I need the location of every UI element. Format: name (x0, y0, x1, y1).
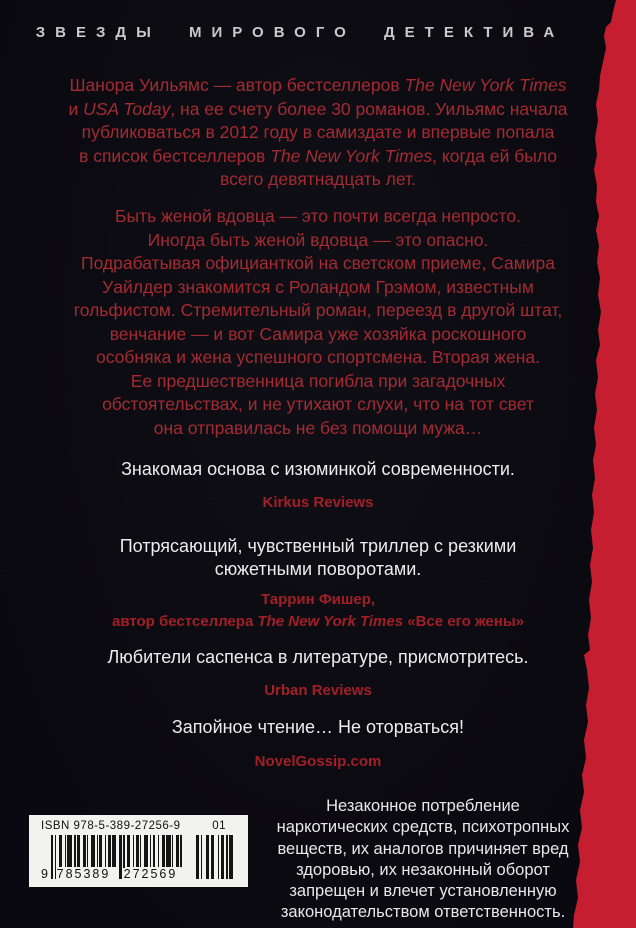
barcode-header-row (41, 820, 238, 833)
review-source-urban: Urban Reviews (264, 682, 372, 699)
barcode-addon-bars (196, 835, 238, 879)
review-quote-urban: Любители саспенса в литературе, присмотритесь. (107, 647, 529, 667)
barcode-digits-right: 272569 (123, 867, 178, 879)
author-bio: Шанора Уильямс — автор бестселлеров The New York Times и USA Today, на ее счету более 30 романов. Уильямс начала публиковаться в 2012 году в самиздате и впервые попала в список бестселлеров The New York Times, когда ей было всего девятнадцать лет. (68, 75, 568, 189)
review-quote-kirkus: Знакомая основа с изюминкой современности. (121, 459, 515, 479)
review-source-novelgossip: NovelGossip.com (254, 753, 382, 770)
barcode-addon-code: 01 (212, 820, 226, 832)
review-source-kirkus: Kirkus Reviews (262, 494, 374, 511)
barcode-digits-left: 785389 (56, 867, 111, 879)
barcode-main-bars (51, 835, 182, 879)
barcode (29, 815, 248, 887)
review-quote-novelgossip: Запойное чтение… Не оторваться! (171, 717, 465, 737)
review-source-fisher: Таррин Фишер, автор бестселлера The New York Times «Все его жены» (111, 591, 524, 630)
legal-notice: Незаконное потребление наркотических средств, психотропных веществ, их аналогов причиняет вред здоровью, их незаконный оборот запрещен и влечет установленную законодательством ответственность. (276, 797, 570, 922)
barcode-first-digit: 9 (41, 867, 48, 881)
synopsis: Быть женой вдовца — это почти всегда непросто. Иногда быть женой вдовца — это опасно. Подрабатывая официанткой на светском приеме, Самира Уайлдер знакомится с Роландом Грэмом, известным гольфистом. Стремительный роман, переезд в другой штат, венчание — и вот Самира уже хозяйка роскошного особняка и жена успешного спортсмена. Вторая жена. Ее предшественница погибла при загадочных обстоятельствах, и не утихают слухи, что на тот свет она отправилась не без помощи мужа… (73, 206, 563, 438)
barcode-isbn-label: ISBN 978-5-389-27256-9 (41, 820, 181, 832)
review-quote-fisher: Потрясающий, чувственный триллер с резкими сюжетными поворотами. (119, 536, 517, 579)
barcode-bars-row (41, 835, 238, 879)
series-header: ЗВЕЗДЫ МИРОВОГО ДЕТЕКТИВА (35, 24, 565, 41)
